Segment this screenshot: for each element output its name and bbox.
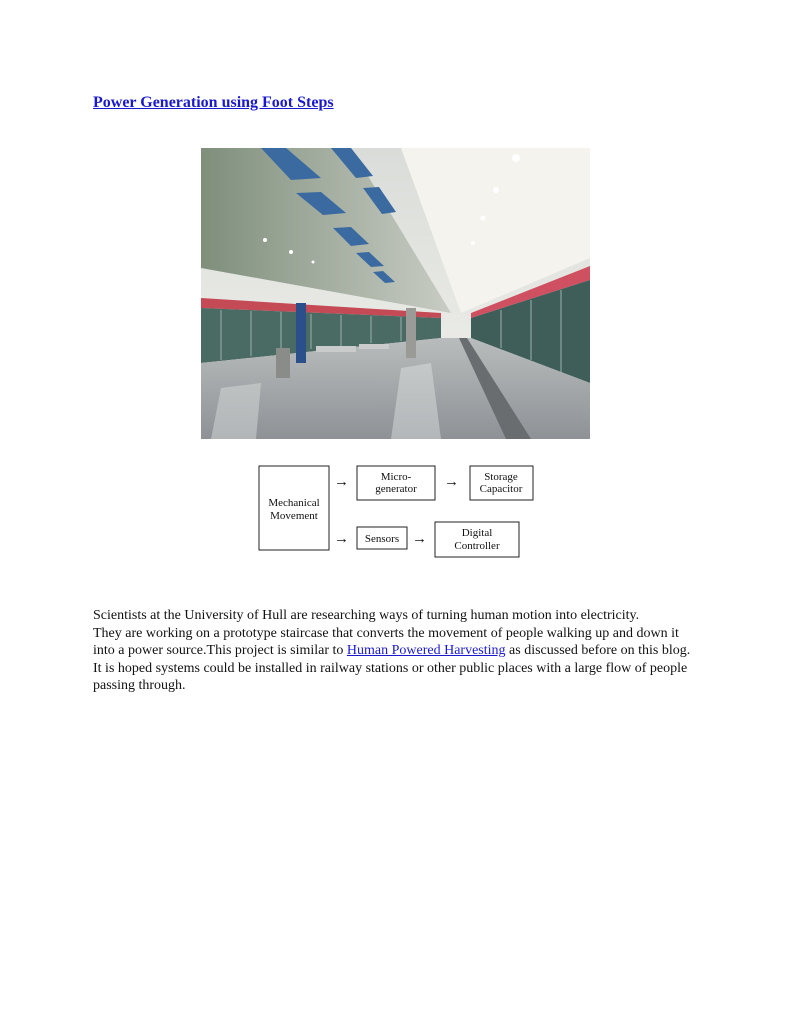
arrow-icon: →	[444, 474, 459, 490]
sensors-label: Sensors	[364, 533, 400, 545]
micro-label-1: Micro-	[380, 471, 412, 483]
paragraph-1: Scientists at the University of Hull are researching ways of turning human motion into electricity.	[93, 608, 640, 623]
mechanical-label-2: Movement	[270, 510, 318, 522]
arrow-icon: →	[334, 531, 349, 547]
arrow-icon: →	[412, 531, 427, 547]
digital-label-1: Digital	[461, 527, 493, 539]
article-title-link[interactable]: Power Generation using Foot Steps	[93, 94, 334, 111]
energy-flow-diagram	[255, 462, 540, 562]
paragraph-3: It is hoped systems could be installed in railway stations or other public places with a large flow of people passing through.	[93, 660, 688, 694]
micro-label-2: generator	[375, 483, 417, 495]
storage-label-2: Capacitor	[479, 483, 523, 495]
paragraph-2	[93, 625, 703, 660]
arrow-icon: →	[334, 474, 349, 490]
mechanical-label-1: Mechanical	[268, 497, 320, 509]
storage-label-1: Storage	[484, 471, 518, 483]
paragraph-2-text-end: as discussed before on this blog.	[505, 643, 691, 659]
digital-label-2: Controller	[454, 540, 500, 552]
human-powered-harvesting-link[interactable]: Human Powered Harvesting	[346, 643, 506, 659]
paragraph-2-text: They are working on a prototype staircase that converts the movement of people walking up and down it into a power source.This project is similar to	[93, 625, 679, 659]
station-platform-photo	[201, 148, 590, 439]
article-body	[93, 607, 703, 695]
